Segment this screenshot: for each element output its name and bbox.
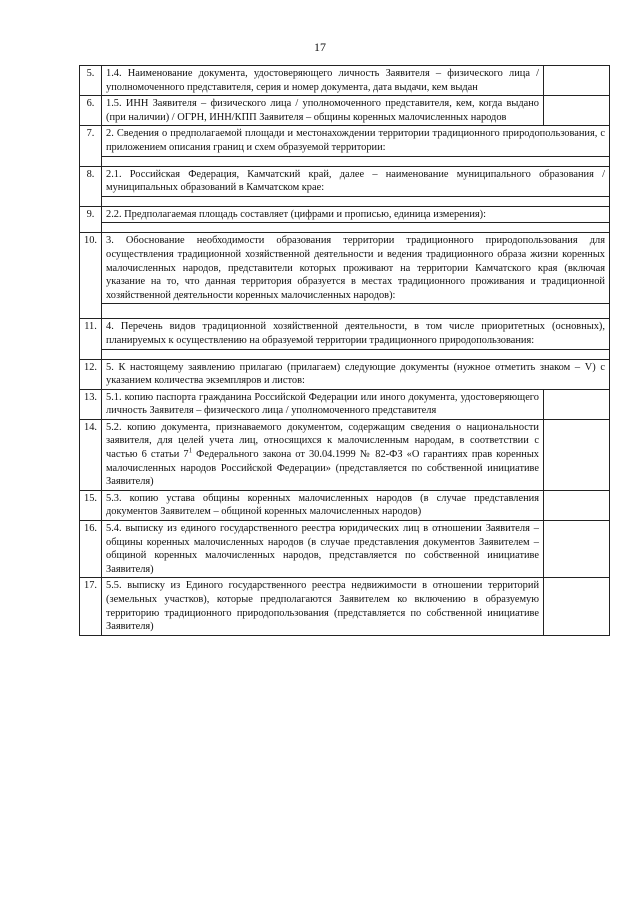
table-row xyxy=(80,490,610,520)
row-label: 2.1. Российская Федерация, Камчатский край, далее – наименование муниципального образования / муниципальных образований в Камчатском крае: xyxy=(102,166,610,196)
table-row xyxy=(80,96,610,126)
row-number: 11. xyxy=(80,319,102,359)
row-label: 3. Обоснование необходимости образования территории традиционного природопользования для осуществления традиционной хозяйственной деятельности и ведения традиционного образа жизни коренных малочисленных народов, представители которых проживают на территории Камчатского края (включая указание на то, что данная территория образуется в местах традиционного проживания и традиционной хозяйственной деятельности коренных малочисленных народов): xyxy=(102,233,610,304)
checkbox-cell[interactable] xyxy=(544,389,610,419)
checkbox-cell[interactable] xyxy=(544,521,610,578)
checkbox-cell[interactable] xyxy=(544,578,610,635)
table-row xyxy=(80,126,610,156)
row-number: 5. xyxy=(80,66,102,96)
row-number: 6. xyxy=(80,96,102,126)
answer-cell[interactable] xyxy=(544,66,610,96)
checkbox-cell[interactable] xyxy=(544,490,610,520)
row-label: 5.3. копию устава общины коренных малочисленных народов (в случае представления документов Заявителем – общиной коренных малочисленных народов) xyxy=(102,490,544,520)
table-row xyxy=(80,319,610,349)
table-row xyxy=(80,419,610,490)
table-row xyxy=(80,166,610,196)
table-row xyxy=(80,359,610,389)
answer-cell[interactable] xyxy=(102,156,610,166)
row-number: 15. xyxy=(80,490,102,520)
row-number: 17. xyxy=(80,578,102,635)
row-label xyxy=(102,419,544,490)
table-row xyxy=(80,389,610,419)
row-label: 5.5. выписку из Единого государственного реестра недвижимости в отношении территорий (земельных участков), которые предполагаются Заявителем ко включению в образуемую территорию традиционного природопользования (представляется по собственной инициативе Заявителя) xyxy=(102,578,544,635)
answer-cell[interactable] xyxy=(544,96,610,126)
row-label: 5.1. копию паспорта гражданина Российской Федерации или иного документа, удостоверяющего личность Заявителя – физического лица / уполномоченного представителя xyxy=(102,389,544,419)
page-number: 17 xyxy=(314,40,326,54)
table-row xyxy=(80,206,610,223)
row-number: 16. xyxy=(80,521,102,578)
table-row xyxy=(80,521,610,578)
row-number: 8. xyxy=(80,166,102,206)
row-label: 1.5. ИНН Заявителя – физического лица / уполномоченного представителя, кем, когда выдано (при наличии) / ОГРН, ИНН/КПП Заявителя – общины коренных малочисленных народов xyxy=(102,96,544,126)
row-number: 12. xyxy=(80,359,102,389)
superscript: 1 xyxy=(188,446,193,455)
row-label: 5. К настоящему заявлению прилагаю (прилагаем) следующие документы (нужное отметить знаком – V) с указанием количества экземпляров и листов: xyxy=(102,359,610,389)
answer-cell[interactable] xyxy=(102,304,610,319)
row-number: 13. xyxy=(80,389,102,419)
row-label: 1.4. Наименование документа, удостоверяющего личность Заявителя – физического лица / уполномоченного представителя, серия и номер документа, дата выдачи, кем выдан xyxy=(102,66,544,96)
answer-cell[interactable] xyxy=(102,196,610,206)
table-row xyxy=(80,66,610,96)
checkbox-cell[interactable] xyxy=(544,419,610,490)
row-label-part: 5.2. копию документа, признаваемого документом, содержащим сведения о национальности заявителя, для целей учета лиц, относящихся к малочисленным народам, в соответствии с частью 6 статьи 7 xyxy=(106,421,539,461)
table-row xyxy=(80,578,610,635)
row-number: 7. xyxy=(80,126,102,166)
answer-cell[interactable] xyxy=(102,223,610,233)
application-form-table xyxy=(79,65,610,636)
answer-cell[interactable] xyxy=(102,349,610,359)
row-label: 4. Перечень видов традиционной хозяйственной деятельности, в том числе приоритетных (основных), планируемых к осуществлению на образуемой территории традиционного природопользования: xyxy=(102,319,610,349)
row-label: 2. Сведения о предполагаемой площади и местонахождении территории традиционного природопользования, с приложением описания границ и схем образуемой территории: xyxy=(102,126,610,156)
row-label-part: Федерального закона от 30.04.1999 № 82-ФЗ «О гарантиях прав коренных малочисленных народов Российской Федерации» (представляется по собственной инициативе Заявителя) xyxy=(106,449,539,488)
row-number: 9. xyxy=(80,206,102,233)
row-number: 10. xyxy=(80,233,102,319)
row-label: 2.2. Предполагаемая площадь составляет (цифрами и прописью, единица измерения): xyxy=(102,206,610,223)
table-row xyxy=(80,233,610,304)
row-label: 5.4. выписку из единого государственного реестра юридических лиц в отношении Заявителя – общины коренных малочисленных народов (в случае представления документов Заявителем – общиной коренных малочисленных народов, представляется по собственной инициативе Заявителя) xyxy=(102,521,544,578)
row-number: 14. xyxy=(80,419,102,490)
